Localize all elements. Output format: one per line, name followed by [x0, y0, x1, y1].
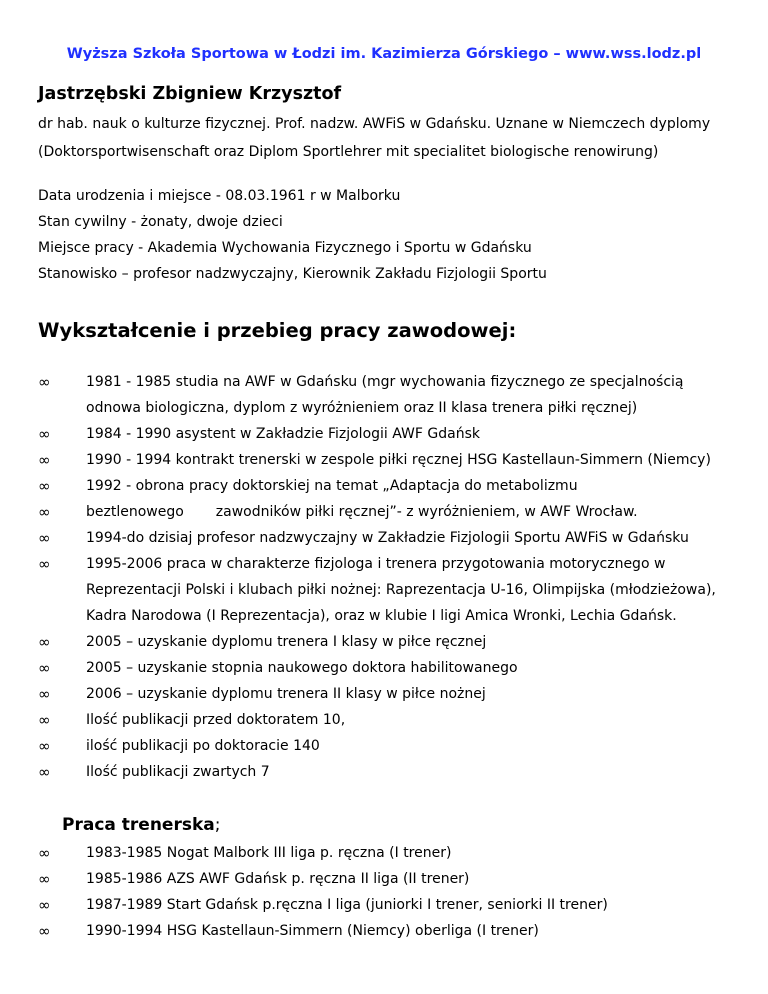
list-item-continuation: Kadra Narodowa (I Reprezentacja), oraz w klubie I ligi Amica Wronki, Lechia Gdańsk. — [86, 608, 677, 624]
list-item: ∞ 1995-2006 praca w charakterze fizjologa i trenera przygotowania motorycznego w — [38, 551, 758, 577]
bullet-icon: ∞ — [38, 711, 51, 729]
list-item: ∞ 1983-1985 Nogat Malbork III liga p. ręczna (I trener) — [38, 840, 758, 866]
list-item: ∞ ilość publikacji po doktoracie 140 — [38, 733, 758, 759]
bullet-icon: ∞ — [38, 373, 51, 391]
bullet-icon: ∞ — [38, 529, 51, 547]
bullet-icon: ∞ — [38, 633, 51, 651]
list-item: ∞ Ilość publikacji zwartych 7 — [38, 759, 758, 785]
coaching-heading: Praca trenerska; — [62, 815, 221, 835]
education-list — [38, 369, 758, 785]
bullet-icon: ∞ — [38, 896, 51, 914]
list-item: ∞ 1990-1994 HSG Kastellaun-Simmern (Niemcy) oberliga (I trener) — [38, 918, 758, 944]
bullet-icon: ∞ — [38, 659, 51, 677]
list-item: ∞ 1985-1986 AZS AWF Gdańsk p. ręczna II liga (II trener) — [38, 866, 758, 892]
marital-detail: Stan cywilny - żonaty, dwoje dzieci — [38, 214, 283, 230]
person-name: Jastrzębski Zbigniew Krzysztof — [38, 84, 342, 104]
coaching-list — [38, 840, 758, 944]
list-item: ∞ 2006 – uzyskanie dyplomu trenera II klasy w piłce nożnej — [38, 681, 758, 707]
workplace-detail: Miejsce pracy - Akademia Wychowania Fizycznego i Sportu w Gdańsku — [38, 240, 532, 256]
bullet-icon: ∞ — [38, 555, 51, 573]
bullet-icon: ∞ — [38, 451, 51, 469]
institution-header: Wyższa Szkoła Sportowa w Łodzi im. Kazimierza Górskiego – www.wss.lodz.pl — [66, 46, 702, 62]
list-item: ∞ 1984 - 1990 asystent w Zakładzie Fizjologii AWF Gdańsk — [38, 421, 758, 447]
bullet-icon: ∞ — [38, 503, 51, 521]
position-detail: Stanowisko – profesor nadzwyczajny, Kierownik Zakładu Fizjologii Sportu — [38, 266, 547, 282]
bullet-icon: ∞ — [38, 922, 51, 940]
title-line-2: (Doktorsportwisenschaft oraz Diplom Sportlehrer mit specialitet biologische renowirung) — [38, 144, 659, 160]
bullet-icon: ∞ — [38, 737, 51, 755]
list-item-continuation: odnowa biologiczna, dyplom z wyróżnieniem oraz II klasa trenera piłki ręcznej) — [86, 400, 638, 416]
list-item: ∞ 1981 - 1985 studia na AWF w Gdańsku (mgr wychowania fizycznego ze specjalnością — [38, 369, 758, 395]
birth-detail: Data urodzenia i miejsce - 08.03.1961 r w Malborku — [38, 188, 401, 204]
list-item: ∞ 1994-do dzisiaj profesor nadzwyczajny w Zakładzie Fizjologii Sportu AWFiS w Gdańsku — [38, 525, 758, 551]
bullet-icon: ∞ — [38, 763, 51, 781]
bullet-icon: ∞ — [38, 477, 51, 495]
education-heading: Wykształcenie i przebieg pracy zawodowej: — [38, 319, 517, 342]
list-item: ∞ 1992 - obrona pracy doktorskiej na temat „Adaptacja do metabolizmu — [38, 473, 758, 499]
title-line-1: dr hab. nauk o kulturze fizycznej. Prof. nadzw. AWFiS w Gdańsku. Uznane w Niemczech dyplomy — [38, 116, 711, 132]
bullet-icon: ∞ — [38, 685, 51, 703]
list-item: ∞ Ilość publikacji przed doktoratem 10, — [38, 707, 758, 733]
bullet-icon: ∞ — [38, 425, 51, 443]
list-item-continuation: Reprezentacji Polski i klubach piłki nożnej: Raprezentacja U-16, Olimpijska (młodzieżowa), — [86, 582, 716, 598]
bullet-icon: ∞ — [38, 870, 51, 888]
list-item: ∞ 2005 – uzyskanie stopnia naukowego doktora habilitowanego — [38, 655, 758, 681]
list-item: ∞ 2005 – uzyskanie dyplomu trenera I klasy w piłce ręcznej — [38, 629, 758, 655]
list-item: ∞ beztlenowego zawodników piłki ręcznej”- z wyróżnieniem, w AWF Wrocław. — [38, 499, 758, 525]
list-item: ∞ 1990 - 1994 kontrakt trenerski w zespole piłki ręcznej HSG Kastellaun-Simmern (Niemcy) — [38, 447, 758, 473]
list-item: ∞ 1987-1989 Start Gdańsk p.ręczna I liga (juniorki I trener, seniorki II trener) — [38, 892, 758, 918]
bullet-icon: ∞ — [38, 844, 51, 862]
